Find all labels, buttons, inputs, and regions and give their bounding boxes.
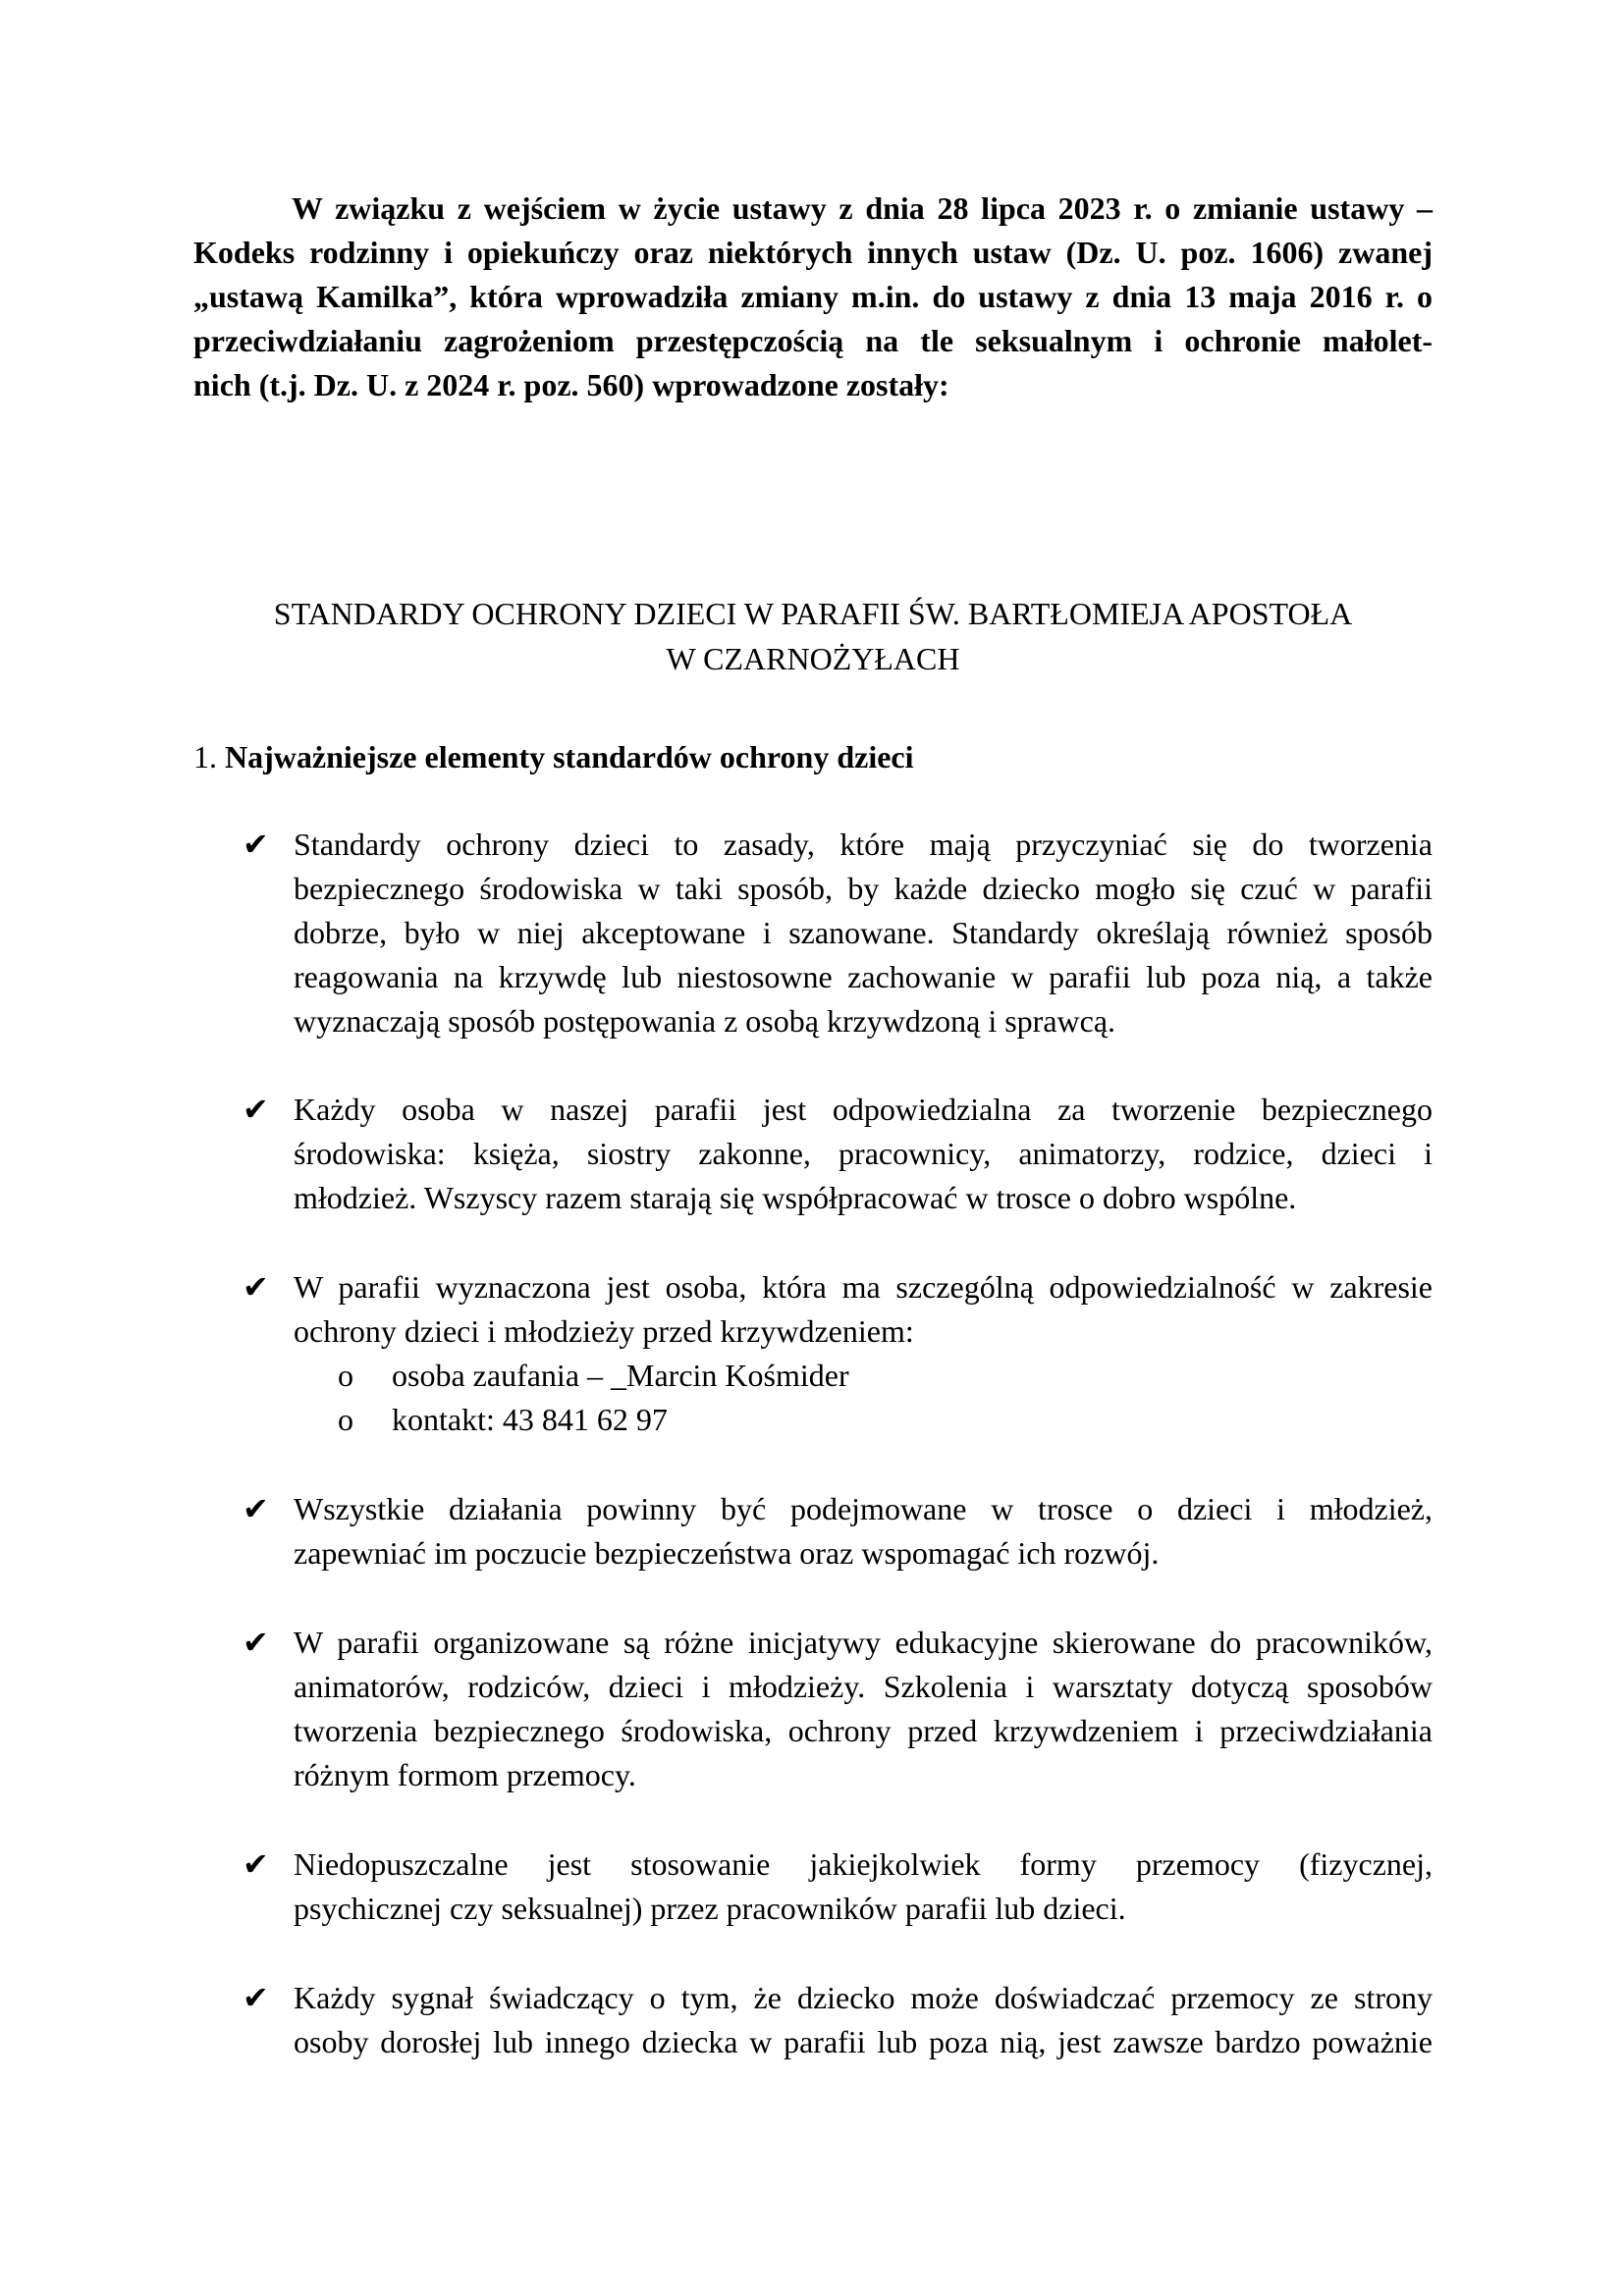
bullet-line: ochrony dzieci i młodzieży przed krzywdzeniem: [294, 1313, 914, 1349]
intro-paragraph [193, 187, 1433, 407]
title-line-1: STANDARDY OCHRONY DZIECI W PARAFII ŚW. BARTŁOMIEJA APOSTOŁA [273, 596, 1353, 631]
sub-item [294, 1354, 1433, 1398]
circle-bullet-icon: o [338, 1402, 353, 1437]
section-title: Najważniejsze elementy standardów ochrony dzieci [225, 739, 914, 774]
bullet-line: Niedopuszczalne jest stosowanie jakiejkolwiek formy przemocy (fizycznej, [294, 1846, 1433, 1882]
sub-item [294, 1398, 1433, 1442]
bullet-line: dobrze, było w niej akceptowane i szanowane. Standardy określają również sposób [294, 915, 1433, 950]
circle-bullet-icon: o [338, 1358, 353, 1393]
bullet-line: Wszystkie działania powinny być podejmowane w trosce o dzieci i młodzież, [294, 1491, 1433, 1526]
bullet-line: środowiska: księża, siostry zakonne, pracownicy, animatorzy, rodzice, dzieci i [294, 1136, 1433, 1171]
bullet-line: zapewniać im poczucie bezpieczeństwa oraz wspomagać ich rozwój. [294, 1535, 1160, 1571]
bullet-line: Standardy ochrony dzieci to zasady, które mają przyczyniać się do tworzenia [294, 827, 1433, 862]
bullet-item [243, 1088, 1433, 1220]
bullet-line: Każdy sygnał świadczący o tym, że dziecko może doświadczać przemocy ze strony [294, 1980, 1433, 2015]
bullet-line: reagowania na krzywdę lub niestosowne zachowanie w parafii lub poza nią, a także [294, 959, 1433, 994]
bullet-item [243, 823, 1433, 1043]
bullet-line: osoby dorosłej lub innego dziecka w parafii lub poza nią, jest zawsze bardzo poważnie [294, 2024, 1433, 2059]
title-line-2: W CZARNOŻYŁACH [666, 641, 960, 676]
checkmark-icon: ✔ [243, 1091, 269, 1128]
bullet-line: wyznaczają sposób postępowania z osobą krzywdzoną i sprawcą. [294, 1003, 1116, 1039]
bullet-list [243, 823, 1433, 2064]
checkmark-icon: ✔ [243, 1268, 269, 1306]
intro-line: nich (t.j. Dz. U. z 2024 r. poz. 560) wprowadzone zostały: [193, 367, 949, 402]
bullet-line: psychicznej czy seksualnej) przez pracowników parafii lub dzieci. [294, 1891, 1126, 1926]
section-heading [193, 734, 914, 779]
bullet-item [243, 1976, 1433, 2064]
bullet-line: tworzenia bezpiecznego środowiska, ochrony przed krzywdzeniem i przeciwdziałania [294, 1713, 1433, 1748]
contact-phone: kontakt: 43 841 62 97 [392, 1402, 668, 1437]
bullet-line: bezpiecznego środowiska w taki sposób, by każde dziecko mogło się czuć w parafii [294, 871, 1433, 906]
checkmark-icon: ✔ [243, 1490, 269, 1527]
checkmark-icon: ✔ [243, 1979, 269, 2016]
bullet-item [243, 1265, 1433, 1442]
bullet-line: Każdy osoba w naszej parafii jest odpowiedzialna za tworzenie bezpiecznego [294, 1092, 1433, 1127]
bullet-item [243, 1487, 1433, 1575]
intro-line: przeciwdziałaniu zagrożeniom przestępczością na tle seksualnym i ochronie małolet- [193, 323, 1433, 358]
checkmark-icon: ✔ [243, 826, 269, 863]
intro-line: W związku z wejściem w życie ustawy z dnia 28 lipca 2023 r. o zmianie ustawy – [292, 190, 1433, 226]
checkmark-icon: ✔ [243, 1845, 269, 1883]
intro-line: Kodeks rodzinny i opiekuńczy oraz niektórych innych ustaw (Dz. U. poz. 1606) zwanej [193, 235, 1433, 270]
document-title [193, 591, 1433, 681]
intro-line: „ustawą Kamilka”, która wprowadziła zmiany m.in. do ustawy z dnia 13 maja 2016 r. o [193, 279, 1433, 314]
bullet-item [243, 1842, 1433, 1931]
bullet-line: W parafii wyznaczona jest osoba, która ma szczególną odpowiedzialność w zakresie [294, 1269, 1433, 1305]
bullet-line: animatorów, rodziców, dzieci i młodzieży. Szkolenia i warsztaty dotyczą sposobów [294, 1669, 1433, 1704]
bullet-line: młodzież. Wszyscy razem starają się współpracować w trosce o dobro wspólne. [294, 1180, 1297, 1215]
bullet-line: różnym formom przemocy. [294, 1757, 636, 1792]
bullet-line: W parafii organizowane są różne inicjatywy edukacyjne skierowane do pracowników, [294, 1625, 1433, 1660]
section-number: 1. [193, 739, 217, 774]
bullet-item [243, 1621, 1433, 1797]
checkmark-icon: ✔ [243, 1624, 269, 1661]
trusted-person: osoba zaufania – _Marcin Kośmider [392, 1358, 849, 1393]
